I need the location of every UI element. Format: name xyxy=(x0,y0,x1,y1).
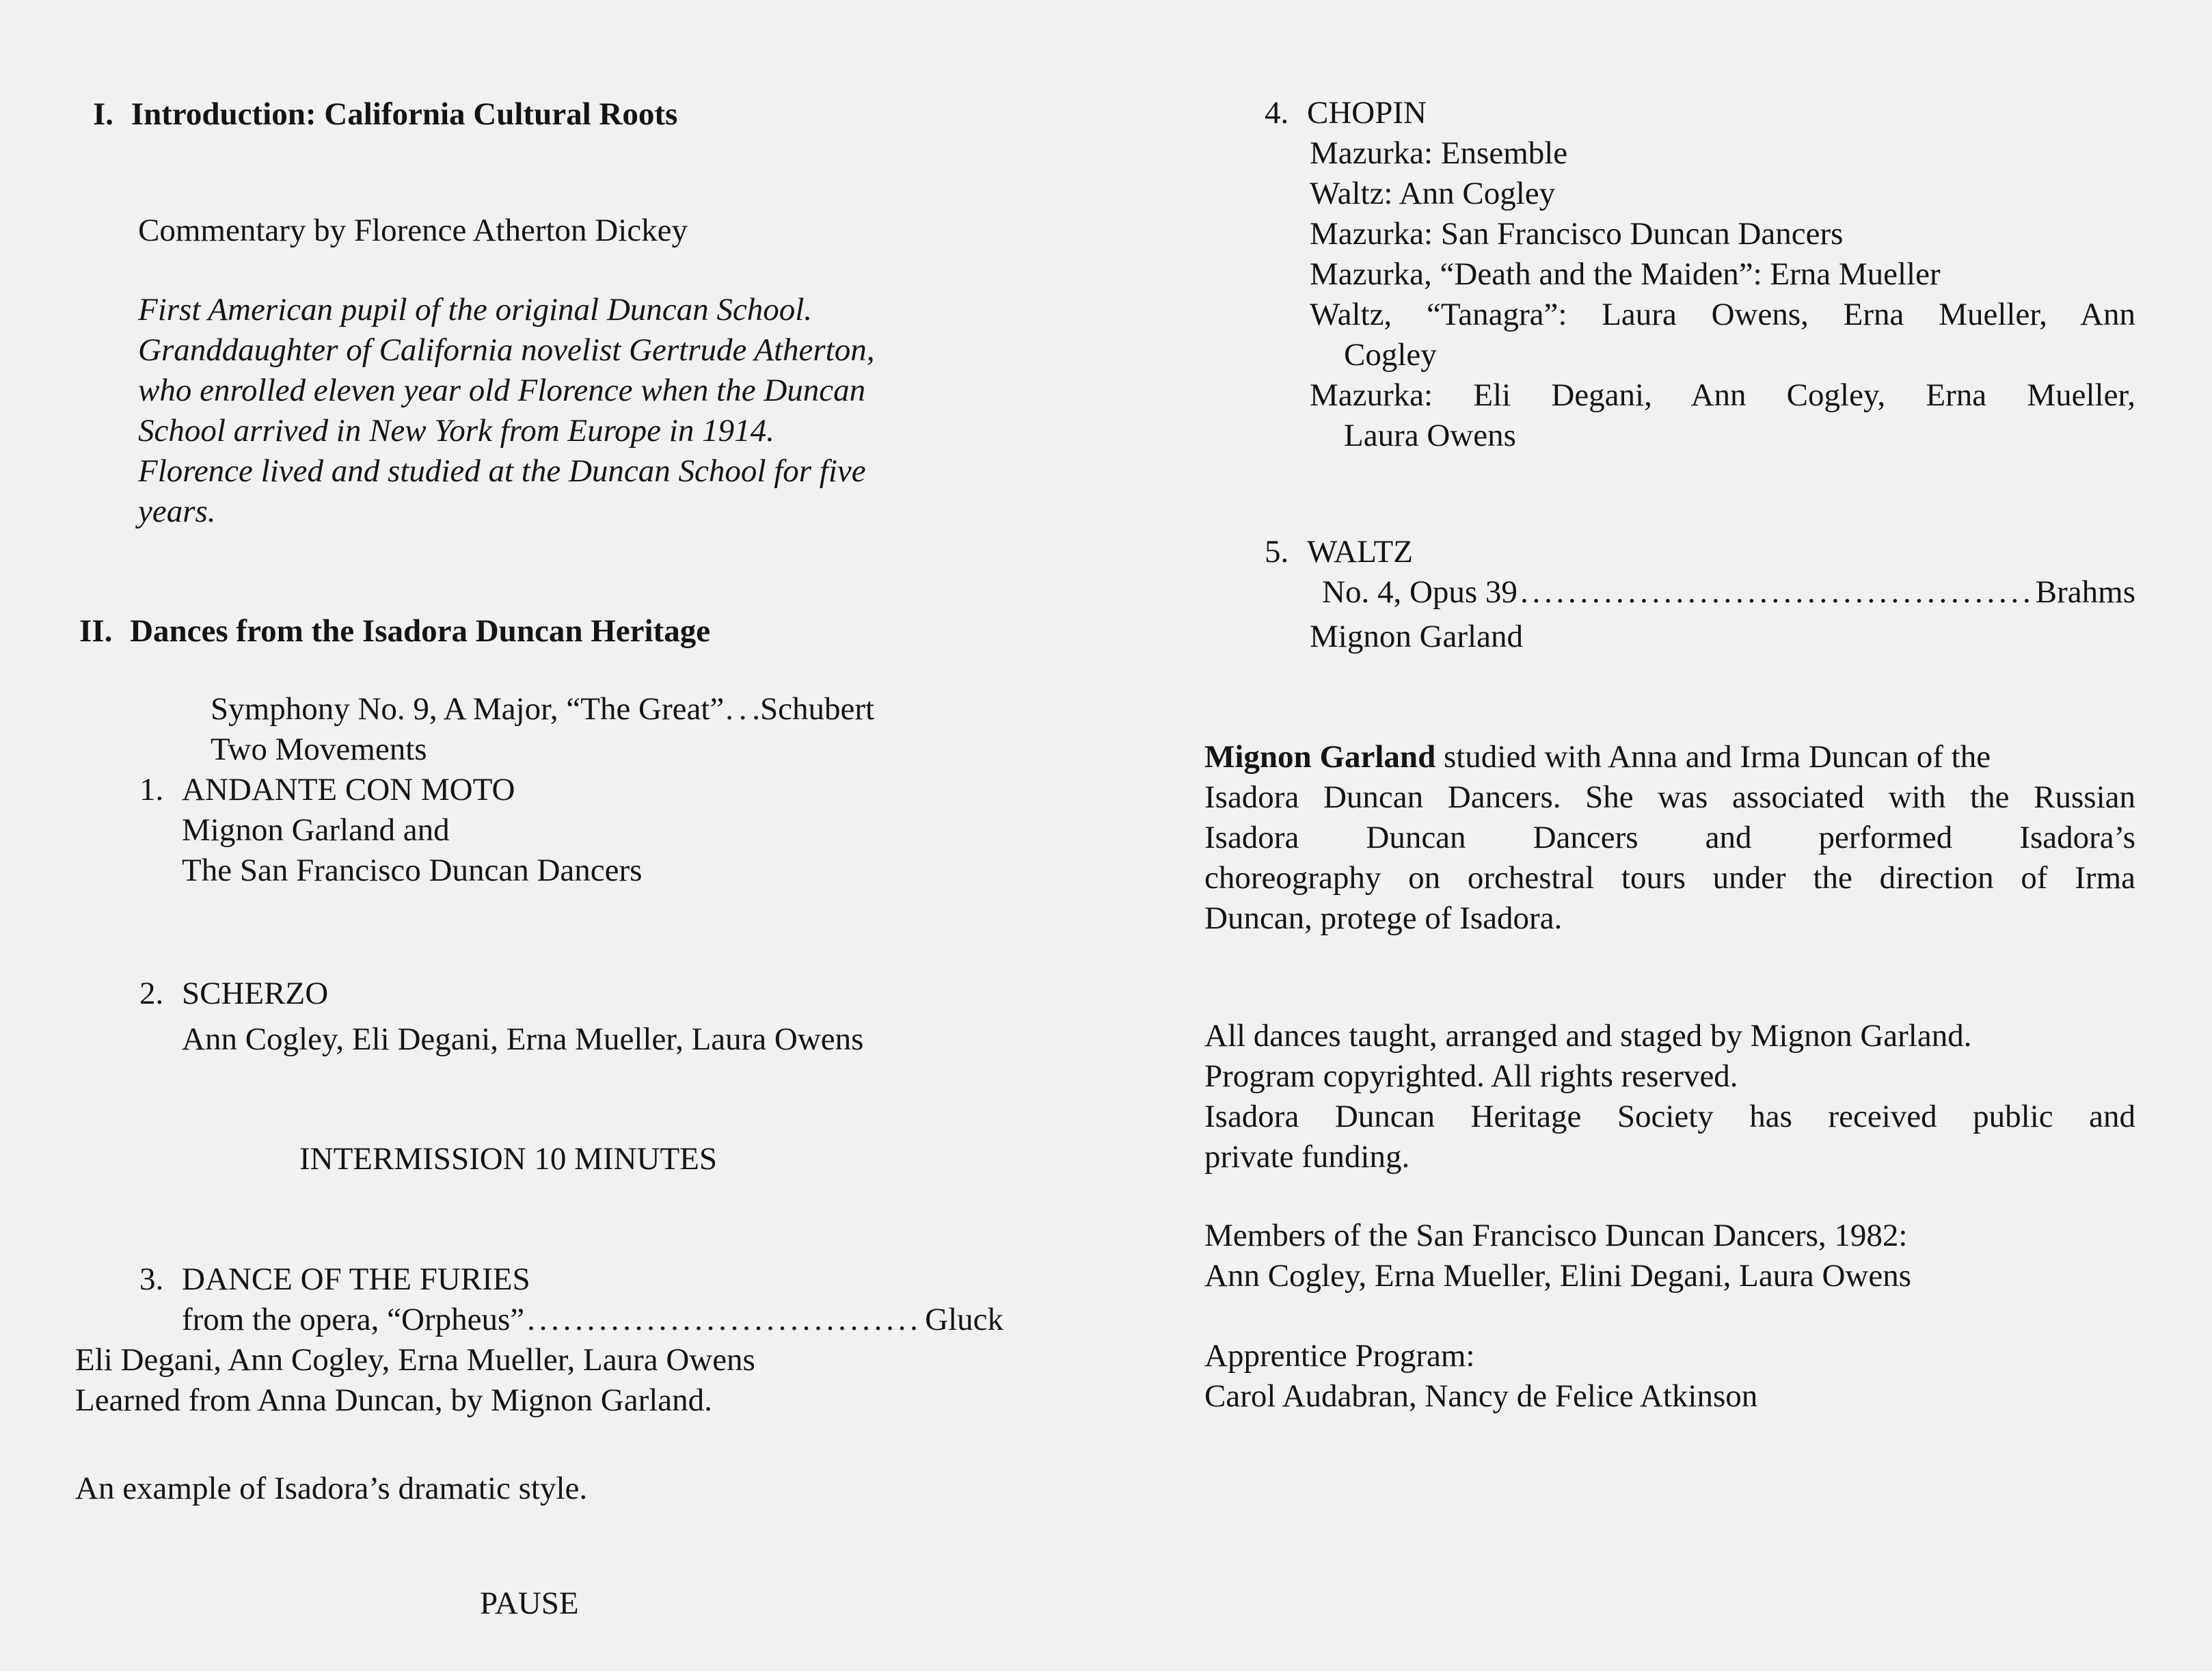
bio-line: School arrived in New York from Europe in 1914. xyxy=(138,413,774,449)
section-2-numeral: II. xyxy=(79,613,113,649)
chopin-piece-cont: Laura Owens xyxy=(1344,418,1516,453)
members-list xyxy=(1204,1216,1911,1296)
leader-dots xyxy=(527,1300,922,1340)
item-4-number: 4. xyxy=(1265,95,1289,131)
program-item-4 xyxy=(1265,93,2135,456)
garland-bio xyxy=(1204,737,2135,939)
section-2-title: Dances from the Isadora Duncan Heritage xyxy=(130,613,711,649)
chopin-piece: Mazurka: Ensemble xyxy=(1310,135,1568,171)
symphony-composer: Schubert xyxy=(760,691,875,727)
item-5-performer: Mignon Garland xyxy=(1310,619,1523,654)
item-2-number: 2. xyxy=(139,976,164,1011)
item-5-number: 5. xyxy=(1265,534,1289,570)
item-5-opus: No. 4, Opus 39 xyxy=(1322,574,1518,610)
item-5-composer: Brahms xyxy=(2035,574,2135,610)
chopin-piece: Waltz, “Tanagra”: Laura Owens, Erna Mueller, Ann xyxy=(1310,297,2135,332)
program-notes xyxy=(1204,1016,2135,1177)
item-3-learned: Learned from Anna Duncan, by Mignon Garland. xyxy=(75,1382,712,1418)
garland-bio-line: choreography on orchestral tours under the direction of Irma xyxy=(1204,860,2135,896)
item-1-number: 1. xyxy=(139,772,164,807)
item-3-subtitle: from the opera, “Orpheus” xyxy=(182,1302,525,1337)
section-2-heading xyxy=(79,611,710,652)
commentary-credit: Commentary by Florence Atherton Dickey xyxy=(138,213,688,248)
garland-bio-text: studied with Anna and Irma Duncan of the xyxy=(1435,739,1991,775)
bio-line: who enrolled eleven year old Florence when the Duncan xyxy=(138,373,866,408)
bio-line: Granddaughter of California novelist Gertrude Atherton, xyxy=(138,332,875,368)
item-1-performers: The San Francisco Duncan Dancers xyxy=(182,853,643,888)
bio-line: years. xyxy=(138,494,216,529)
garland-name: Mignon Garland xyxy=(1204,739,1436,775)
leader-dots xyxy=(1520,572,2033,613)
program-item-3 xyxy=(139,1259,1003,1340)
apprentice-names: Carol Audabran, Nancy de Felice Atkinson xyxy=(1204,1378,1758,1414)
bio-line: First American pupil of the original Duncan School. xyxy=(138,292,813,327)
item-1-title: ANDANTE CON MOTO xyxy=(182,772,515,807)
item-3-dancers: Eli Degani, Ann Cogley, Erna Mueller, Laura Owens xyxy=(75,1342,755,1378)
chopin-piece-cont: Cogley xyxy=(1344,337,1437,373)
dickey-bio xyxy=(138,290,875,532)
item-3-number: 3. xyxy=(139,1261,164,1297)
members-names: Ann Cogley, Erna Mueller, Elini Degani, Laura Owens xyxy=(1204,1258,1911,1294)
item-4-title: CHOPIN xyxy=(1307,95,1427,131)
members-heading: Members of the San Francisco Duncan Dancers, 1982: xyxy=(1204,1218,1908,1253)
note-line: Program copyrighted. All rights reserved. xyxy=(1204,1058,1738,1094)
symphony-entry xyxy=(211,689,1008,770)
intermission-notice: INTERMISSION 10 MINUTES xyxy=(299,1141,717,1177)
program-item-1 xyxy=(139,770,642,891)
section-1-heading xyxy=(93,94,677,135)
note-line: private funding. xyxy=(1204,1139,1410,1175)
program-item-5 xyxy=(1265,532,2135,657)
apprentice-list xyxy=(1204,1336,1757,1417)
item-3-example: An example of Isadora’s dramatic style. xyxy=(75,1471,588,1506)
chopin-piece: Mazurka: San Francisco Duncan Dancers xyxy=(1310,216,1844,252)
item-3-composer: Gluck xyxy=(925,1302,1003,1337)
apprentice-heading: Apprentice Program: xyxy=(1204,1338,1475,1374)
item-2-performers: Ann Cogley, Eli Degani, Erna Mueller, Laura Owens xyxy=(182,1021,864,1057)
pause-notice: PAUSE xyxy=(480,1586,579,1621)
chopin-piece: Waltz: Ann Cogley xyxy=(1310,176,1556,211)
item-1-performers: Mignon Garland and xyxy=(182,812,450,848)
note-line: All dances taught, arranged and staged by Mignon Garland. xyxy=(1204,1018,1972,1054)
item-5-title: WALTZ xyxy=(1307,534,1413,570)
garland-bio-line: Isadora Duncan Dancers. She was associated with the Russian xyxy=(1204,779,2135,815)
item-3-title: DANCE OF THE FURIES xyxy=(182,1261,530,1297)
chopin-piece: Mazurka: Eli Degani, Ann Cogley, Erna Mueller, xyxy=(1310,377,2135,413)
symphony-dots: . . . xyxy=(725,691,759,727)
note-line: Isadora Duncan Heritage Society has received public and xyxy=(1204,1099,2135,1134)
garland-bio-line: Duncan, protege of Isadora. xyxy=(1204,900,1563,936)
item-3-notes xyxy=(75,1340,755,1421)
item-2-title: SCHERZO xyxy=(182,976,329,1011)
chopin-piece: Mazurka, “Death and the Maiden”: Erna Mueller xyxy=(1310,256,1941,292)
symphony-title: Symphony No. 9, A Major, “The Great” xyxy=(211,691,725,727)
bio-line: Florence lived and studied at the Duncan School for five xyxy=(138,453,866,489)
movements-note: Two Movements xyxy=(211,732,427,767)
section-1-numeral: I. xyxy=(93,96,114,132)
section-1-title: Introduction: California Cultural Roots xyxy=(131,96,678,132)
garland-bio-line: Isadora Duncan Dancers and performed Isadora’s xyxy=(1204,820,2135,855)
program-item-2 xyxy=(139,974,863,1060)
